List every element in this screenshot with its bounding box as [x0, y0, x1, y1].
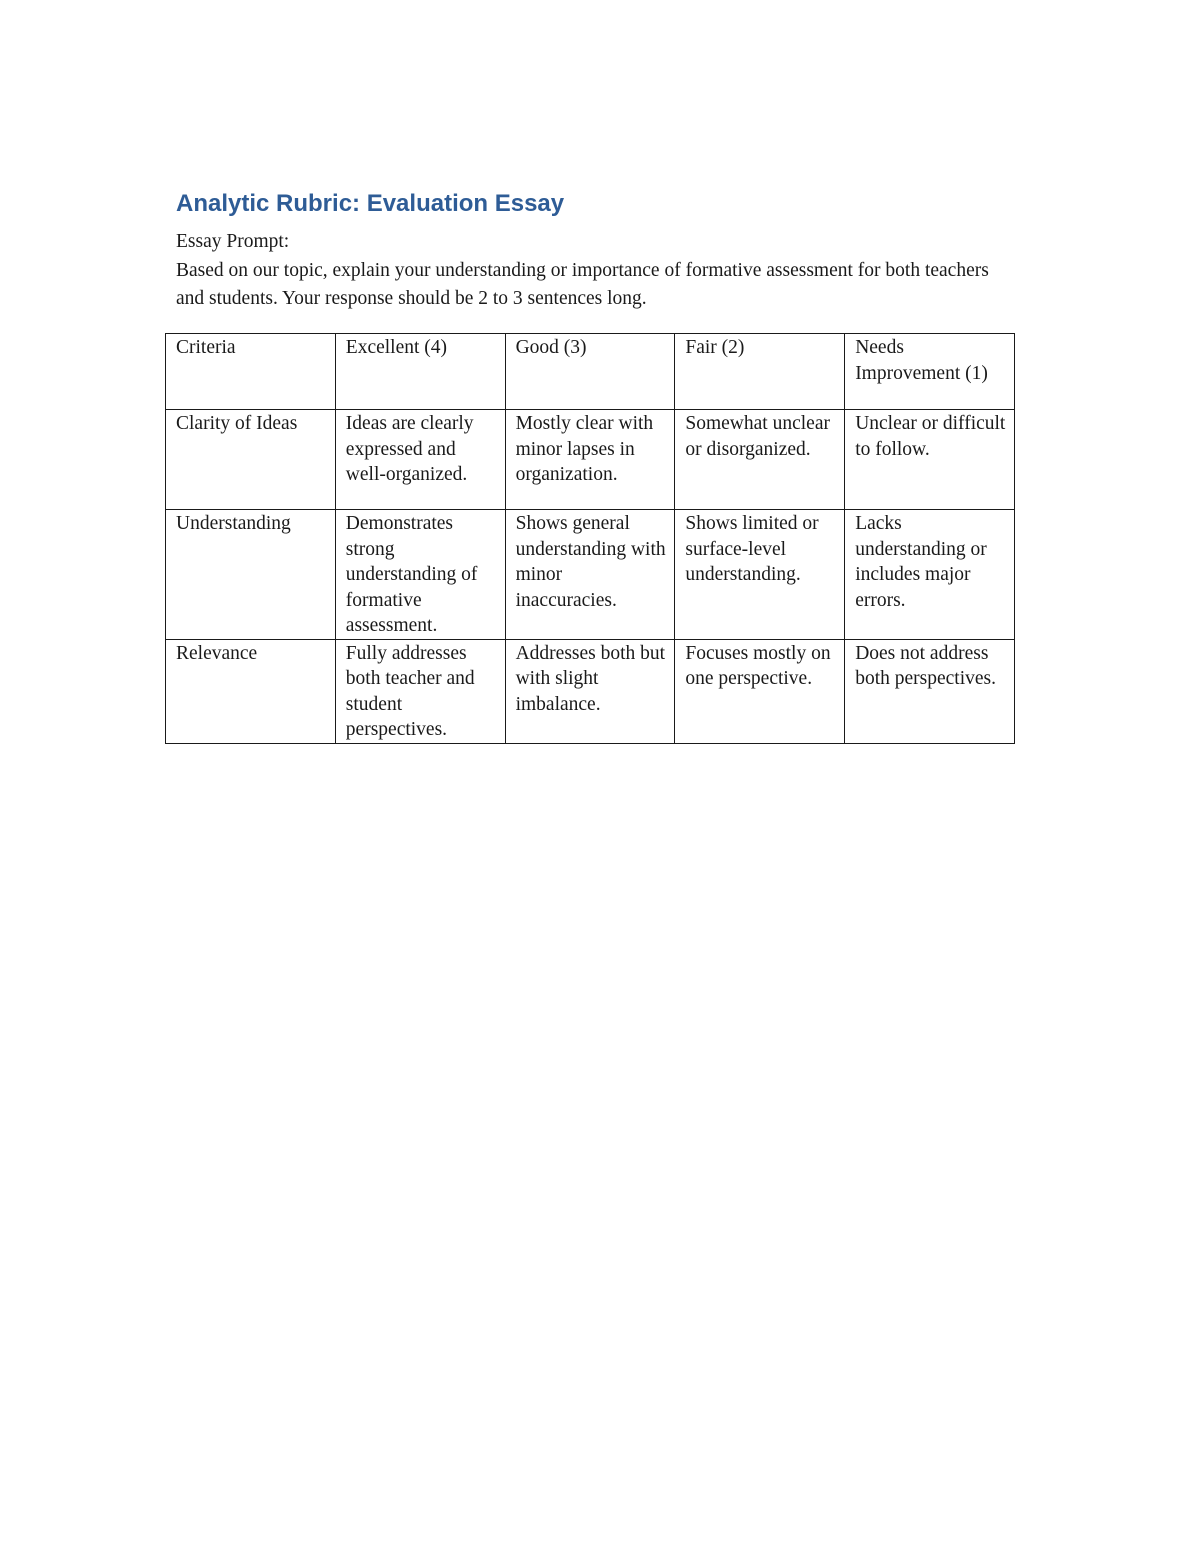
excellent-cell: Fully addresses both teacher and student perspectives.: [335, 639, 505, 743]
criterion-cell: Relevance: [166, 639, 336, 743]
header-needs-improvement: Needs Improvement (1): [845, 334, 1015, 410]
essay-prompt: [176, 228, 1016, 314]
good-cell: Shows general understanding with minor inaccuracies.: [505, 510, 675, 640]
excellent-cell: Ideas are clearly expressed and well-organized.: [335, 410, 505, 510]
header-good: Good (3): [505, 334, 675, 410]
criterion-cell: Understanding: [166, 510, 336, 640]
rubric-row-understanding: [166, 510, 1015, 640]
header-excellent: Excellent (4): [335, 334, 505, 410]
prompt-label: Essay Prompt:: [176, 231, 290, 252]
prompt-text: Based on our topic, explain your understanding or importance of formative assessment for both teachers and students. Your response should be 2 to 3 sentences long.: [176, 259, 989, 309]
document-title: Analytic Rubric: Evaluation Essay: [176, 190, 565, 217]
good-cell: Mostly clear with minor lapses in organization.: [505, 410, 675, 510]
fair-cell: Shows limited or surface-level understanding.: [675, 510, 845, 640]
needs-improvement-cell: Does not address both perspectives.: [845, 639, 1015, 743]
rubric-row-clarity: [166, 410, 1015, 510]
header-fair: Fair (2): [675, 334, 845, 410]
rubric-row-relevance: [166, 639, 1015, 743]
header-criteria: Criteria: [166, 334, 336, 410]
needs-improvement-cell: Unclear or difficult to follow.: [845, 410, 1015, 510]
criterion-cell: Clarity of Ideas: [166, 410, 336, 510]
excellent-cell: Demonstrates strong understanding of formative assessment.: [335, 510, 505, 640]
fair-cell: Focuses mostly on one perspective.: [675, 639, 845, 743]
fair-cell: Somewhat unclear or disorganized.: [675, 410, 845, 510]
rubric-header-row: [166, 334, 1015, 410]
good-cell: Addresses both but with slight imbalance.: [505, 639, 675, 743]
rubric-table: [165, 333, 1015, 744]
needs-improvement-cell: Lacks understanding or includes major errors.: [845, 510, 1015, 640]
